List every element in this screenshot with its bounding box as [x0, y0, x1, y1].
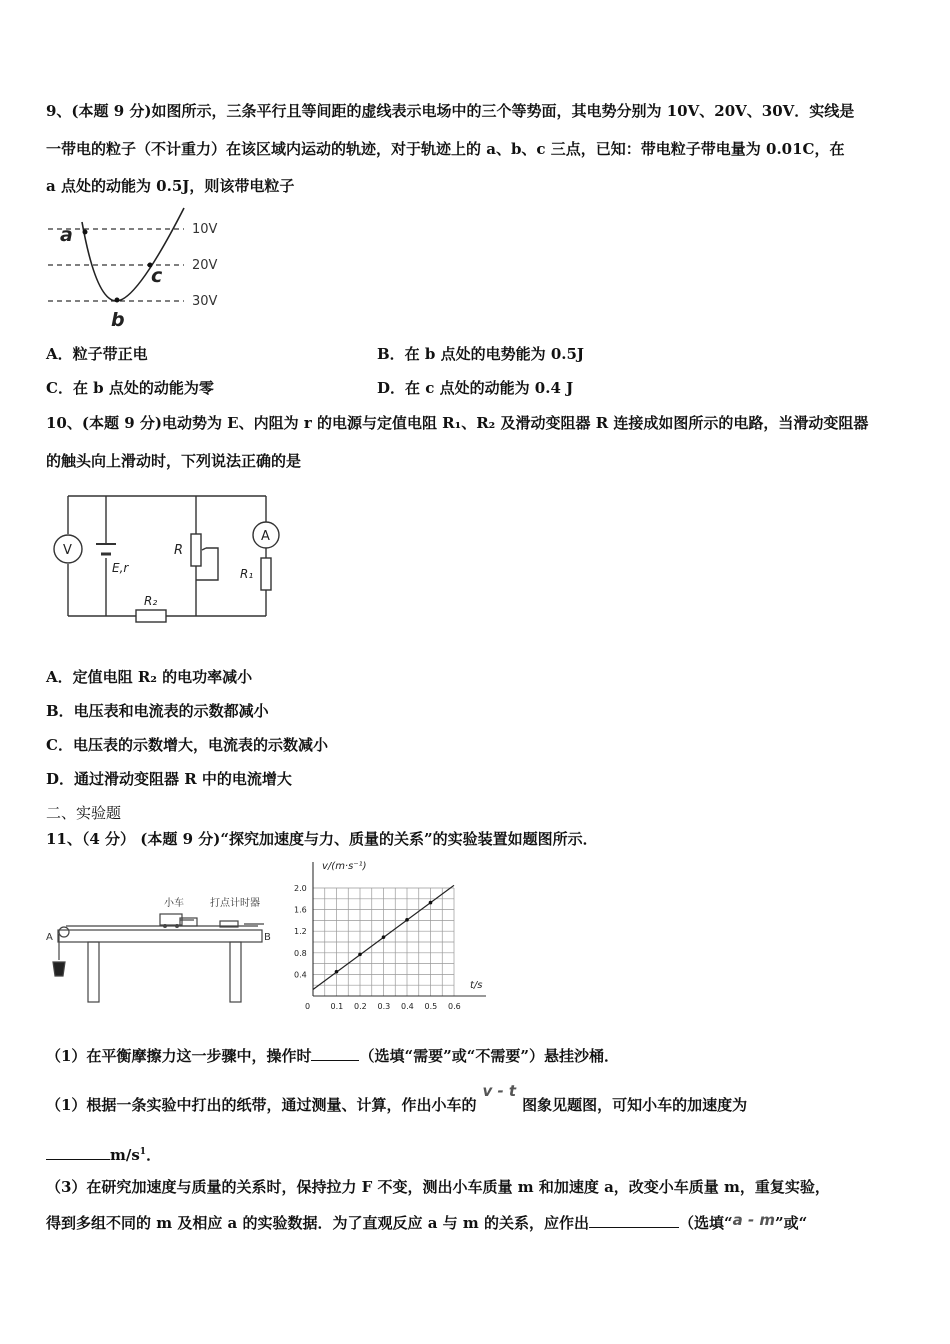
- q11-sub2-exp: 1: [139, 1147, 147, 1157]
- q11-sub2-blank[interactable]: [46, 1145, 110, 1160]
- q9-stem-line3: a 点处的动能为 0.5J，则该带电粒子: [46, 177, 295, 195]
- q11-sub2-answer: [46, 1142, 161, 1165]
- q11-end-a-label: A: [46, 932, 53, 943]
- q11-sub1-blank[interactable]: [311, 1046, 359, 1061]
- q11-sub1-text: （1）在平衡摩擦力这一步骤中，操作时: [46, 1047, 312, 1065]
- q9-point-b: b: [111, 309, 125, 331]
- q9-label-10v: 10V: [192, 222, 218, 237]
- q11-sub3-text: 得到多组不同的 m 及相应 a 的实验数据．为了直观反应 a 与 m 的关系，应作出: [46, 1214, 589, 1232]
- q9-option-b[interactable]: B．在 b 点处的电势能为 0.5J: [377, 345, 585, 363]
- q9-option-c[interactable]: C．在 b 点处的动能为零: [46, 379, 214, 397]
- section-heading: 二、实验题: [46, 804, 122, 822]
- q11-apparatus-figure: [44, 888, 274, 1008]
- vt-xtick-label: 0.3: [377, 1002, 391, 1011]
- q10-voltmeter-label: V: [63, 543, 72, 558]
- q11-sub3-line1: （3）在研究加速度与质量的关系时，保持拉力 F 不变，测出小车质量 m 和加速度 a，改变小车质量 m，重复实验，: [46, 1178, 830, 1196]
- q11-stem: 11、（4 分） (本题 9 分)“探究加速度与力、质量的关系”的实验装置如题图所示．: [46, 830, 598, 848]
- q10-option-c[interactable]: C．电压表的示数增大，电流表的示数减小: [46, 736, 328, 754]
- q11-sub2: [46, 1082, 748, 1115]
- vt-ylabel: v/(m·s⁻¹): [322, 861, 367, 872]
- q9-stem-line2: 一带电的粒子（不计重力）在该区域内运动的轨迹，对于轨迹上的 a、b、c 三点，已知：带电粒子带电量为 0.01C，在: [46, 140, 845, 158]
- vt-ytick-label: 0.8: [294, 948, 307, 958]
- q11-sub3-line2: [46, 1213, 807, 1233]
- q10-ammeter-label: A: [261, 529, 270, 544]
- vt-xtick-label: 0.2: [354, 1002, 367, 1011]
- q11-sub2-text: （1）根据一条实验中打出的纸带，通过测量、计算，作出小车的: [46, 1096, 477, 1114]
- q11-sub3-or: ”或“: [775, 1214, 808, 1232]
- vt-data-point: [382, 935, 386, 939]
- vt-xtick-label: 0.1: [330, 1002, 344, 1011]
- q11-cart-label: 小车: [164, 898, 184, 909]
- vt-xtick-label: 0.6: [448, 1002, 461, 1011]
- q11-sub2-unit: m/s: [110, 1146, 140, 1164]
- q11-vt-chart: [290, 856, 495, 1014]
- vt-ytick-label: 0.4: [294, 970, 307, 980]
- q10-circuit-figure: [44, 484, 304, 636]
- q9-option-d[interactable]: D．在 c 点处的动能为 0.4 J: [377, 379, 574, 397]
- q9-equipotential-figure: [44, 204, 234, 332]
- q11-sub2-dot: ．: [146, 1146, 162, 1164]
- vt-xtick-label: 0.4: [401, 1002, 414, 1011]
- q11-sub3-am: a - m: [732, 1211, 776, 1229]
- q9-stem-line1: 9、(本题 9 分)如图所示，三条平行且等间距的虚线表示电场中的三个等势面，其电势分别为 10V、20V、30V．实线是: [46, 102, 855, 120]
- q10-option-b[interactable]: B．电压表和电流表的示数都减小: [46, 702, 269, 720]
- q11-sub1: [46, 1046, 619, 1066]
- vt-ytick-label: 1.2: [294, 927, 307, 937]
- q9-option-a[interactable]: A．粒子带正电: [46, 345, 148, 363]
- vt-ytick-label: 2.0: [294, 884, 307, 893]
- vt-data-point: [335, 970, 339, 974]
- q11-sub2-end: 图象见题图，可知小车的加速度为: [522, 1096, 748, 1114]
- q11-sub2-vt: v - t: [482, 1082, 517, 1100]
- q10-stem-line2: 的触头向上滑动时，下列说法正确的是: [46, 452, 302, 470]
- vt-xtick-label: 0: [305, 1002, 311, 1011]
- vt-data-point: [405, 918, 409, 922]
- vt-data-point: [358, 953, 362, 957]
- q9-label-20v: 20V: [192, 258, 218, 273]
- q9-point-c: c: [151, 265, 163, 287]
- q10-option-a[interactable]: A．定值电阻 R₂ 的电功率减小: [46, 668, 253, 686]
- q10-stem-line1: 10、(本题 9 分)电动势为 E、内阻为 r 的电源与定值电阻 R₁、R₂ 及滑动变阻器 R 连接成如图所示的电路，当滑动变阻器: [46, 414, 869, 432]
- vt-data-point: [429, 901, 433, 905]
- vt-xtick-label: 0.5: [424, 1002, 438, 1011]
- q10-r2-label: R₂: [144, 594, 158, 608]
- q9-label-30v: 30V: [192, 294, 218, 309]
- q9-point-a: a: [60, 224, 73, 246]
- q10-source-label: E,r: [112, 561, 129, 575]
- q10-option-d[interactable]: D．通过滑动变阻器 R 中的电流增大: [46, 770, 292, 788]
- q11-sub1-end: （选填“需要”或“不需要”）悬挂沙桶．: [359, 1047, 619, 1065]
- q11-sub3-end: （选填“: [678, 1214, 733, 1232]
- vt-ytick-label: 1.6: [294, 905, 307, 915]
- vt-xlabel: t/s: [470, 980, 483, 991]
- q11-sub3-blank[interactable]: [589, 1213, 679, 1228]
- q11-timer-label: 打点计时器: [210, 898, 260, 909]
- q11-end-b-label: B: [264, 932, 271, 943]
- q10-r1-label: R₁: [240, 567, 254, 581]
- q10-rheostat-label: R: [174, 543, 184, 558]
